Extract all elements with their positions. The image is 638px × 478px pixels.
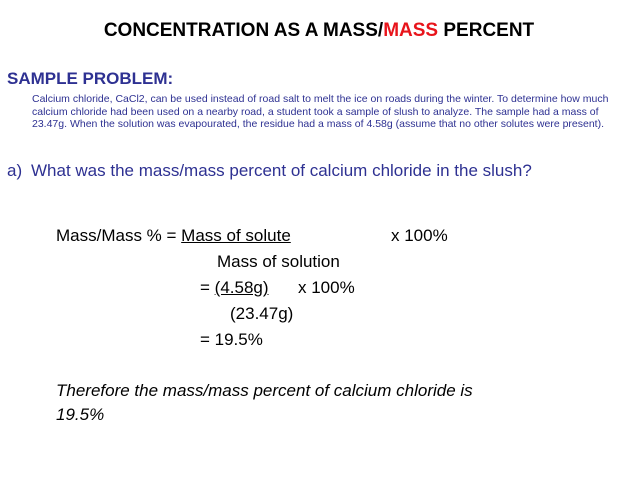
- formula-lhs: Mass/Mass % =: [56, 226, 182, 245]
- question: [7, 161, 532, 181]
- title-suffix: PERCENT: [438, 20, 535, 41]
- substitution-line: [200, 278, 269, 298]
- question-label: a): [7, 161, 23, 180]
- sample-problem-text: Calcium chloride, CaCl2, can be used instead of road salt to melt the ice on roads during the winter. To determine how much calcium chloride had been used on a nearby road, a student took a sample of slush to analyze. The sample had a mass of 23.47g. When the solution was evapourated, the residue had a mass of 4.58g (assume that no other solutes were present).: [32, 93, 609, 131]
- slide-title: [0, 20, 638, 42]
- sample-problem-heading: SAMPLE PROBLEM:: [7, 69, 174, 88]
- substitution-multiplier: x 100%: [298, 278, 355, 297]
- formula-line: [56, 226, 291, 246]
- question-text: What was the mass/mass percent of calcium chloride in the slush?: [31, 161, 532, 180]
- formula-denominator: Mass of solution: [217, 252, 340, 271]
- result-line: = 19.5%: [200, 330, 263, 349]
- formula-numerator: Mass of solute: [181, 226, 291, 245]
- substitution-denominator: (23.47g): [230, 304, 294, 323]
- formula-multiplier: x 100%: [391, 226, 448, 245]
- conclusion-line-2: 19.5%: [56, 405, 105, 424]
- substitution-eq: =: [200, 278, 215, 297]
- conclusion-line-1: Therefore the mass/mass percent of calcium chloride is: [56, 381, 473, 400]
- title-prefix: CONCENTRATION AS A MASS/: [103, 20, 384, 41]
- title-accent: MASS: [383, 20, 439, 41]
- substitution-numerator: (4.58g): [214, 278, 269, 297]
- conclusion: [56, 379, 473, 427]
